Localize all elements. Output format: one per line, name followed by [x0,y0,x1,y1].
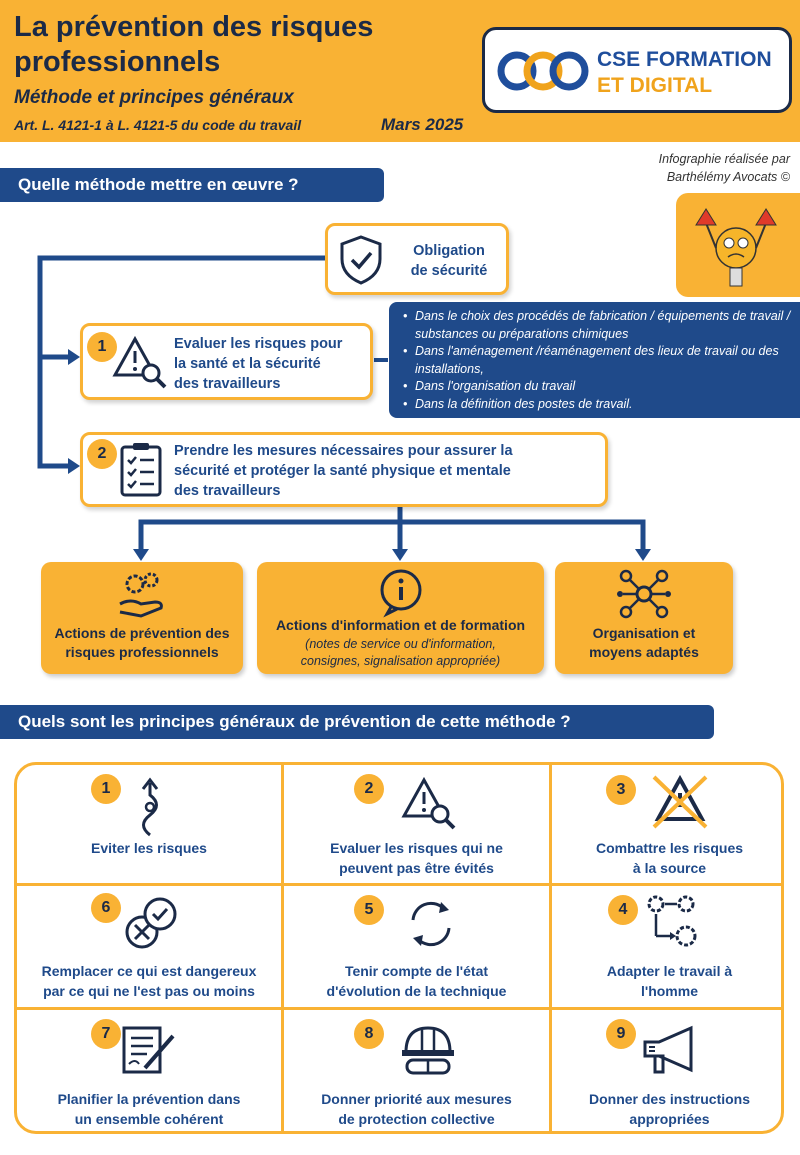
risk-evaluation-icon [113,335,169,391]
principle-number: 2 [354,774,384,804]
principle-number: 9 [606,1019,636,1049]
path-icon [135,777,165,837]
planning-document-icon [121,1022,177,1078]
crossed-warning-icon [650,773,710,829]
principle-line1: Donner des instructions [588,1091,751,1107]
action-card-information [257,562,544,674]
obligation-label [394,241,504,281]
principle-label [284,838,549,878]
step2-line1: Prendre les mesures nécessaires pour assurer la [174,443,513,459]
principle-line2: par ce qui ne l'est pas ou moins [43,983,255,999]
step1-details [389,302,800,418]
info-icon [377,568,425,616]
action3-line1: Organisation et [592,625,696,641]
action-card-organisation [555,562,733,674]
subtitle: Méthode et principes généraux [14,87,294,108]
principle-label [552,838,784,878]
principle-cell-7 [17,1010,281,1134]
principle-cell-4 [552,886,784,1007]
title-line-2: professionnels [14,46,221,78]
principle-line2: peuvent pas être évités [339,860,494,876]
step1-line1: Evaluer les risques pour [174,336,343,352]
step2-line2: sécurité et protéger la santé physique et mentale [174,463,511,479]
step1-box [80,323,373,400]
recycle-icon [403,896,459,952]
action-card-prevention [41,562,243,674]
obligation-line1: Obligation [413,243,485,259]
action1-line2: risques professionnels [65,644,219,660]
principle-number: 5 [354,895,384,925]
principle-label [17,961,281,1001]
section2-title: Quels sont les principes généraux de prévention de cette méthode ? [0,705,714,739]
principle-cell-9 [552,1010,784,1134]
section1-title: Quelle méthode mettre en œuvre ? [0,168,384,202]
action2-sub2: consignes, signalisation appropriée) [300,654,501,668]
checklist-icon [119,443,165,499]
principle-line1: Tenir compte de l'état [344,963,489,979]
obligation-line2: de sécurité [410,263,488,279]
principle-cell-1 [17,765,281,883]
helmet-goggles-icon [398,1022,458,1078]
detail-item: • Dans la définition des postes de travail. [403,396,792,414]
action1-label [41,624,243,662]
principle-line2: d'évolution de la technique [326,983,507,999]
principle-label [284,961,549,1001]
principle-number: 4 [608,895,638,925]
credit-line1: Infographie réalisée par [658,152,790,166]
principle-label [284,1089,549,1129]
action2-label: Actions d'information et de formation [275,617,526,633]
principle-cell-2 [284,765,549,883]
principle-number: 3 [606,775,636,805]
principle-line2: un ensemble cohérent [74,1111,224,1127]
action2-sub1: (notes de service ou d'information, [305,637,496,651]
step2-number: 2 [87,439,117,469]
principle-number: 1 [91,774,121,804]
principle-number: 7 [91,1019,121,1049]
principle-line2: de protection collective [338,1111,495,1127]
obligation-box [325,223,509,295]
principle-cell-5 [284,886,549,1007]
principle-number: 8 [354,1019,384,1049]
principle-line1: Planifier la prévention dans [57,1091,241,1107]
action3-label [555,624,733,662]
title-line-1: La prévention des risques [14,11,374,43]
risk-evaluation-icon [402,776,458,832]
step2-label [174,441,604,501]
principle-cell-8 [284,1010,549,1134]
shield-icon [338,235,384,285]
logo-text-line1: CSE FORMATION [597,48,772,71]
publication-date: Mars 2025 [381,115,464,134]
network-icon [618,568,670,620]
hand-gears-icon [117,568,167,618]
principle-line1: Combattre les risques [595,840,744,856]
principle-line1: Donner priorité aux mesures [321,1091,512,1107]
legal-reference: Art. L. 4121-1 à L. 4121-5 du code du travail [14,117,302,133]
principle-line1: Evaluer les risques qui ne [330,840,503,856]
principle-number: 6 [91,893,121,923]
principle-line2: l'homme [640,983,698,999]
principle-line1: Adapter le travail à [606,963,733,979]
step2-box [80,432,608,507]
principle-cell-6 [17,886,281,1007]
action2-sublabel [257,636,544,670]
step1-line3: des travailleurs [174,376,281,392]
step1-number: 1 [87,332,117,362]
principle-line1: Remplacer ce qui est dangereux [41,963,257,979]
step1-line2: la santé et la sécurité [174,356,321,372]
step1-label [174,334,374,394]
step2-line3: des travailleurs [174,483,281,499]
detail-item: • Dans le choix des procédés de fabrication / équipements de travail / substances ou préparations chimiques [403,308,792,343]
principle-cell-3 [552,765,784,883]
megaphone-icon [641,1024,701,1080]
principle-line2: appropriées [629,1111,710,1127]
credit-line2: Barthélémy Avocats © [666,170,790,184]
detail-item: • Dans l'organisation du travail [403,378,792,396]
detail-item: • Dans l'aménagement /réaménagement des lieux de travail ou des installations, [403,343,792,378]
action1-line1: Actions de prévention des [54,625,230,641]
principle-label [17,1089,281,1129]
principle-line2: à la source [632,860,707,876]
principle-label: Eviter les risques [91,840,207,856]
action3-line2: moyens adaptés [589,644,699,660]
principle-label [552,961,784,1001]
principle-label [552,1089,784,1129]
gears-icon [642,892,702,952]
principles-grid [14,762,784,1134]
logo-text-line2: ET DIGITAL [597,74,713,97]
replace-icon [120,896,180,952]
